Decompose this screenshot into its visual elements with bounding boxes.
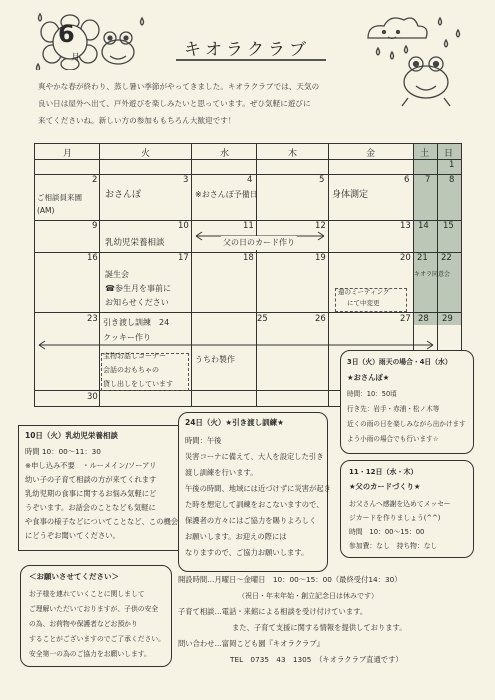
notice-title: ＜お願いさせてください＞ xyxy=(29,572,119,581)
card-subtitle: ★父のカードづくり★ xyxy=(349,482,421,491)
notice-box xyxy=(20,565,172,667)
col-divider xyxy=(191,144,192,406)
title-underline xyxy=(176,35,326,61)
nutrition-title: 10日（火）乳幼児栄養相談 xyxy=(25,431,118,440)
date-8: 8 xyxy=(449,175,455,185)
intro-line: 良い日は屋外へ出て、戸外遊びを楽しみたいと思っています。ぜひ気軽に遊びに xyxy=(38,99,311,108)
intro-text xyxy=(38,78,458,129)
date-25: 25 xyxy=(257,314,268,324)
card-box xyxy=(340,460,474,558)
handover-line: 保護者の方々にはご協力を賜りよろしく xyxy=(185,516,317,525)
col-divider xyxy=(99,144,100,406)
intro-line: 爽やかな春が終わり、蒸し暑い季節がやってきました。キオラクラブでは、天気の xyxy=(38,82,320,91)
handover-line: 午後の時間、地域には近づけずに災害が起き xyxy=(185,484,331,493)
event-birthday-note: ☎参生月を事前に xyxy=(105,284,171,293)
header-wed: 水 xyxy=(220,149,230,159)
date-14: 14 xyxy=(418,221,429,231)
notice-line: お子様を連れていくことに関しまして xyxy=(29,590,145,598)
date-28: 28 xyxy=(418,314,429,324)
date-10: 10 xyxy=(178,221,189,231)
handover-line: 時間：午後 xyxy=(185,436,222,445)
notice-line: ご理解いただいておりますが、子供の安全 xyxy=(29,605,159,613)
card-title: 11・12日（水・木） xyxy=(349,468,418,476)
event-walk-spare: ※おさんぽ予備日 xyxy=(195,190,258,199)
rain-line: よう小雨の場合でも行います☆ xyxy=(347,435,439,443)
event-nutrition: 乳幼児栄養相談 xyxy=(105,238,165,248)
event-walk: おさんぽ xyxy=(105,190,142,200)
nutrition-line: 幼い子の子育て相談の方が来てくれます xyxy=(25,475,157,484)
date-29: 29 xyxy=(442,314,453,324)
rain-subtitle: ★おさんぽ★ xyxy=(347,373,390,382)
notice-line: の為、お荷物や保護者などお預かり xyxy=(29,620,138,628)
nutrition-line: にどうぞお聞いてください。 xyxy=(25,531,120,540)
event-mon2: ご相談員来園 xyxy=(37,193,82,202)
event-birthday-note2: お知らせください xyxy=(105,298,169,307)
nutrition-line: や食事の様子などについてことなど、この機会 xyxy=(25,517,179,526)
date-4: 4 xyxy=(247,175,253,185)
rain-line: 時間：10：50頃 xyxy=(347,390,397,398)
handover-box xyxy=(178,412,331,572)
handover-line: た時を想定して訓練をおこないますので、 xyxy=(185,500,324,509)
notice-line: することがございますのでご了承ください。 xyxy=(29,635,165,643)
handover-line: お願いします。お迎えの際には xyxy=(185,532,287,541)
month-label: 月 xyxy=(71,53,81,63)
handover-title: 24日（火）★引き渡し訓練★ xyxy=(185,418,284,427)
event-corner2: 会話のおもちゃの xyxy=(103,366,159,374)
footer-holidays: （祝日・年末年始・創立記念日は休みです） xyxy=(238,592,378,600)
date-12: 12 xyxy=(315,221,326,231)
date-20: 20 xyxy=(400,253,411,263)
header-sun: 日 xyxy=(444,149,454,159)
event-measure: 身体測定 xyxy=(332,190,369,200)
date-3: 3 xyxy=(183,175,189,185)
nutrition-box xyxy=(18,425,180,551)
month-badge xyxy=(30,8,150,70)
sunday-shade xyxy=(437,144,461,325)
month-number: 6 xyxy=(58,20,75,48)
date-13: 13 xyxy=(400,221,411,231)
header-tue: 火 xyxy=(141,149,151,159)
date-22: 22 xyxy=(441,253,452,263)
event-meeting: 還のミーティング xyxy=(338,288,390,296)
date-23: 23 xyxy=(87,314,98,324)
notice-line: 安全第一の為のご協力をお願いします。 xyxy=(29,650,151,658)
date-26: 26 xyxy=(315,314,326,324)
handover-line: 災害コーナに備えて、大人を設定した引き xyxy=(185,452,324,461)
date-16: 16 xyxy=(87,253,98,263)
rain-title: 3日（火）雨天の場合・4日（水） xyxy=(347,358,452,366)
date-2: 2 xyxy=(92,175,98,185)
intro-line: 来てくださいね。新しい方の参加ももちろん大歓迎です！ xyxy=(38,116,236,125)
card-line: 時間 10：00～15：00 xyxy=(349,528,425,536)
handover-line: なりますので、ご協力お願いします。 xyxy=(185,548,309,557)
date-7: 7 xyxy=(425,175,431,185)
event-corner: 宝物お話しコーナー xyxy=(103,352,166,360)
event-card: 父の日のカード作り xyxy=(221,236,297,250)
saturday-shade xyxy=(413,144,437,325)
header-mon: 月 xyxy=(63,149,73,159)
event-corner3: 貸し出しをしています xyxy=(103,380,173,388)
rain-line: 近くの雨の日を楽しみながら出かけます xyxy=(347,420,466,428)
date-5: 5 xyxy=(319,175,325,185)
rain-line: 行き先：岩手・赤浦・松ノ木等 xyxy=(347,405,440,413)
event-fan: うちわ製作 xyxy=(195,355,235,364)
event-cookie: クッキー作り xyxy=(103,333,151,342)
rain-walk-box xyxy=(340,350,474,454)
date-18: 18 xyxy=(243,253,254,263)
header-thu: 木 xyxy=(288,149,298,159)
date-30: 30 xyxy=(87,392,98,402)
event-handover: 引き渡し訓練 24 xyxy=(103,318,170,327)
handover-line: 渡し訓練を行います。 xyxy=(185,468,258,477)
event-kiora-meeting: キオラ同意会 xyxy=(414,271,451,278)
footer-tel: TEL 0735 43 1305 （キオラクラブ直通です） xyxy=(230,655,403,664)
event-birthday: 誕生会 xyxy=(105,270,129,279)
nutrition-line: ※申し込み不要 ・ルーメイン/ソーアリ xyxy=(25,461,157,470)
card-line: ジカードを作りましょう(^^) xyxy=(349,514,441,522)
header-sat: 土 xyxy=(420,149,430,159)
header-fri: 金 xyxy=(366,149,376,159)
footer-contact: 問い合わせ…富岡こども園『キオラクラブ』 xyxy=(178,639,324,648)
card-line: お父さんへ感謝を込めてメッセー xyxy=(349,500,451,508)
date-17: 17 xyxy=(178,253,189,263)
nutrition-line: うぞいます。お話会のことなども気軽に xyxy=(25,503,156,512)
date-1: 1 xyxy=(449,160,455,170)
event-meeting-note: にて中変更 xyxy=(347,299,380,307)
footer-consult: 子育て相談…電話・来館による相談を受け付けています。 xyxy=(178,607,368,616)
date-21: 21 xyxy=(417,253,428,263)
date-19: 19 xyxy=(315,253,326,263)
date-9: 9 xyxy=(92,221,98,231)
card-line: 参加費：なし 持ち物：なし xyxy=(349,542,438,550)
col-divider xyxy=(328,144,329,406)
col-divider xyxy=(256,144,257,406)
event-mon2-time: (AM) xyxy=(37,206,55,215)
nutrition-line: 時間 10：00～11：30 xyxy=(25,447,101,456)
date-11: 11 xyxy=(243,221,254,231)
footer-hours: 開設時間…月曜日～金曜日 10：00～15：00（最終受付14：30） xyxy=(178,575,402,584)
date-15: 15 xyxy=(443,221,454,231)
footer-consult2: また、子育て支援に関する情報を提供しております。 xyxy=(232,623,407,632)
page-title: キオラクラブ xyxy=(184,40,310,60)
date-6: 6 xyxy=(404,175,410,185)
nutrition-line: 乳幼児期の食事に関するお悩み気軽にど xyxy=(25,489,157,498)
date-27: 27 xyxy=(400,314,411,324)
